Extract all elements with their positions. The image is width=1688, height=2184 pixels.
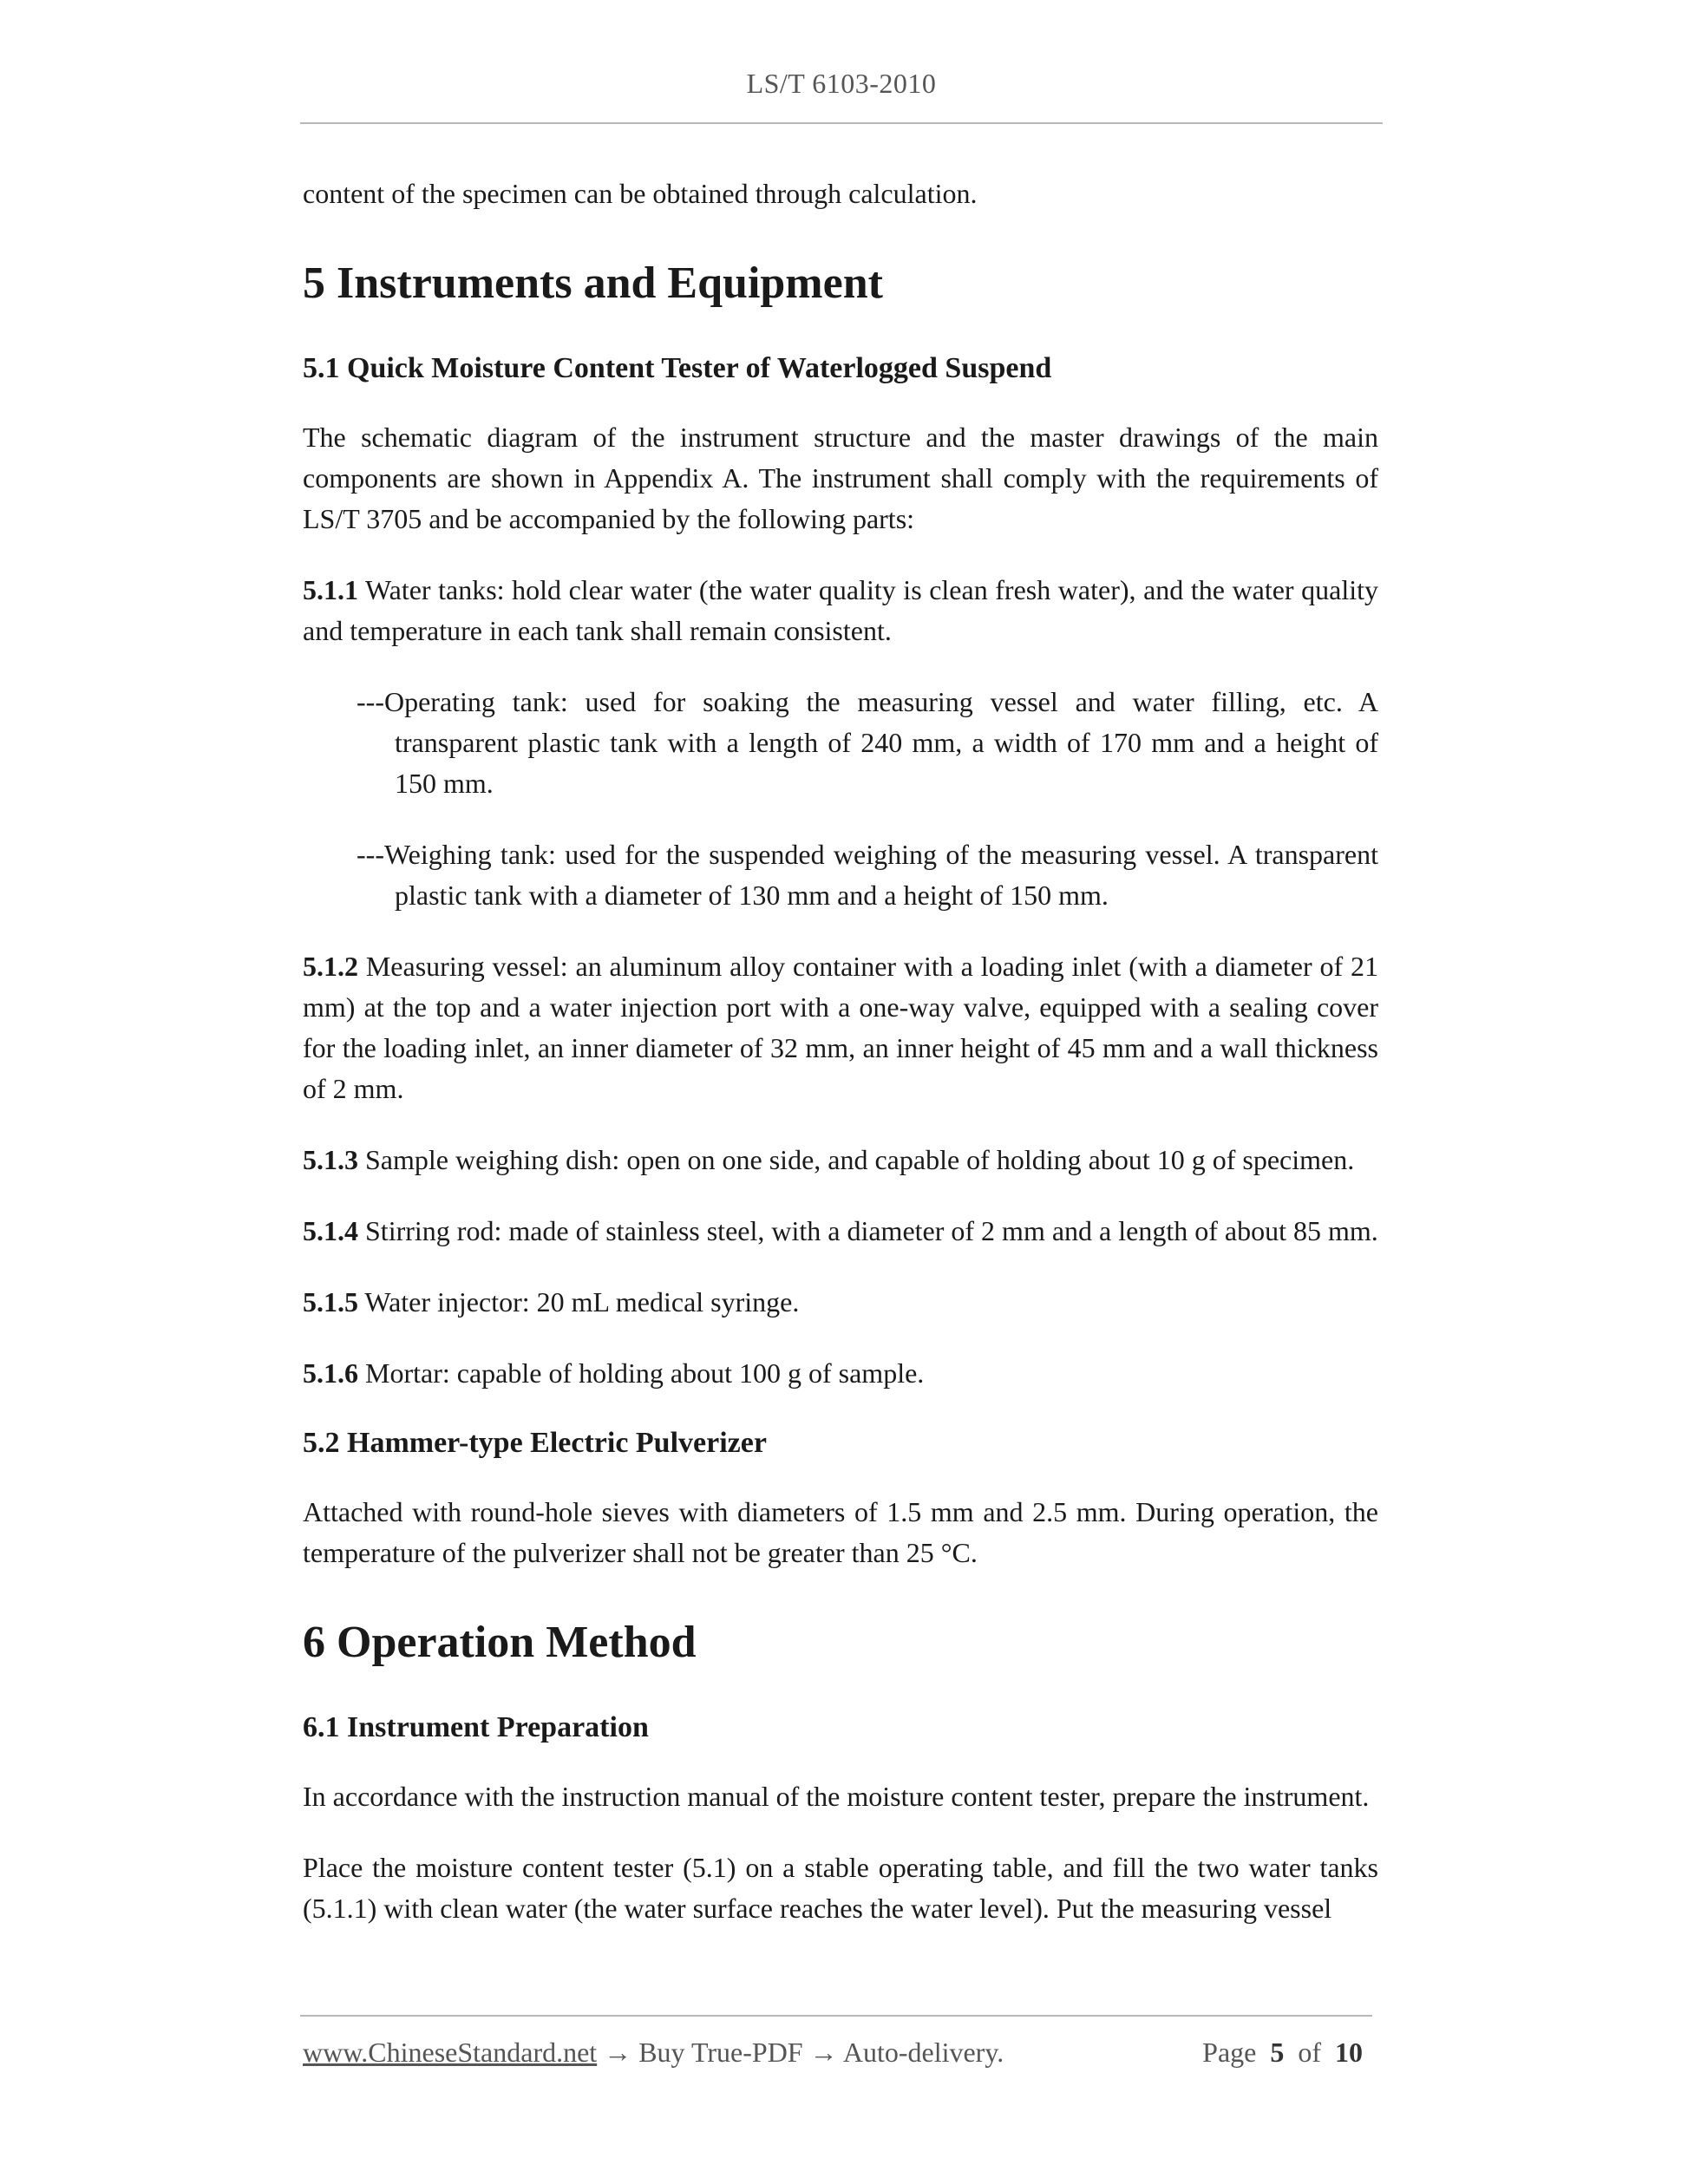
clause-number: 5.1.4 (303, 1215, 358, 1246)
clause-number: 5.1.2 (303, 951, 358, 982)
clause-5-1-1 (303, 570, 1378, 651)
section-6-heading: 6 Operation Method (303, 1618, 697, 1667)
page-label: Page (1202, 2037, 1257, 2068)
subsection-5-1-heading: 5.1 Quick Moisture Content Tester of Waterlogged Suspend (303, 352, 1052, 384)
subsection-5-1-intro: The schematic diagram of the instrument structure and the master drawings of the main components are shown in Appendix A. The instrument shall comply with the requirements of LS/T 3705 and be accompanied by the following parts: (303, 422, 1378, 534)
footer-divider (300, 2015, 1372, 2017)
of-label: of (1298, 2037, 1321, 2068)
clause-text: Water tanks: hold clear water (the water quality is clean fresh water), and the water quality and temperature in each tank shall remain consistent. (303, 574, 1378, 646)
running-header: LS/T 6103-2010 (746, 68, 937, 99)
clause-number: 5.1.1 (303, 574, 358, 605)
subsection-6-1-paragraph-2: Place the moisture content tester (5.1) on a stable operating table, and fill the two water tanks (5.1.1) with clean water (the water surface reaches the water level). Put the measuring vessel (303, 1852, 1378, 1924)
clause-number: 5.1.6 (303, 1357, 358, 1389)
subsection-6-1-heading: 6.1 Instrument Preparation (303, 1711, 649, 1743)
subsection-5-2-text: Attached with round-hole sieves with diameters of 1.5 mm and 2.5 mm. During operation, the temperature of the pulverizer shall not be greater than 25 °C. (303, 1496, 1378, 1568)
auto-delivery-text: Auto-delivery. (842, 2037, 1004, 2068)
clause-5-1-5 (303, 1282, 1378, 1323)
page-total: 10 (1335, 2037, 1363, 2068)
page-body (303, 173, 1378, 1959)
section-5-heading: 5 Instruments and Equipment (303, 258, 883, 308)
clause-text: Mortar: capable of holding about 100 g of sample. (358, 1357, 925, 1389)
subsection-5-2-heading: 5.2 Hammer-type Electric Pulverizer (303, 1427, 767, 1459)
page-footer (303, 2035, 1371, 2070)
page-number: 5 (1270, 2037, 1285, 2068)
clause-text: Water injector: 20 mL medical syringe. (358, 1286, 800, 1318)
buy-true-pdf-text: Buy True-PDF (638, 2037, 803, 2068)
clause-text: Sample weighing dish: open on one side, and capable of holding about 10 g of specimen. (358, 1144, 1355, 1175)
website-link[interactable]: www.ChineseStandard.net (303, 2037, 598, 2068)
clause-5-1-3 (303, 1140, 1378, 1180)
arrow-right-icon: → (604, 2037, 632, 2068)
dash-item-weighing-tank: ---Weighing tank: used for the suspended weighing of the measuring vessel. A transparent plastic tank with a diameter of 130 mm and a height of 150 mm. (357, 839, 1378, 911)
page-indicator (1202, 2035, 1363, 2070)
clause-number: 5.1.3 (303, 1144, 358, 1175)
clause-5-1-2 (303, 946, 1378, 1109)
clause-text: Measuring vessel: an aluminum alloy container with a loading inlet (with a diameter of 21 mm) at the top and a water injection port with a one-way valve, equipped with a sealing cover for the loading inlet, an inner diameter of 32 mm, an inner height of 45 mm and a wall thickness of 2 mm. (303, 951, 1378, 1104)
arrow-right-icon: → (809, 2037, 838, 2068)
clause-text: Stirring rod: made of stainless steel, with a diameter of 2 mm and a length of about 85 mm. (358, 1215, 1378, 1246)
dash-item-operating-tank: ---Operating tank: used for soaking the measuring vessel and water filling, etc. A transparent plastic tank with a length of 240 mm, a width of 170 mm and a height of 150 mm. (357, 686, 1378, 799)
clause-number: 5.1.5 (303, 1286, 358, 1318)
header-divider (300, 122, 1383, 124)
clause-5-1-4 (303, 1211, 1378, 1252)
continued-paragraph: content of the specimen can be obtained through calculation. (303, 178, 978, 209)
clause-5-1-6 (303, 1353, 1378, 1394)
subsection-6-1-paragraph-1: In accordance with the instruction manual of the moisture content tester, prepare the instrument. (303, 1781, 1370, 1812)
